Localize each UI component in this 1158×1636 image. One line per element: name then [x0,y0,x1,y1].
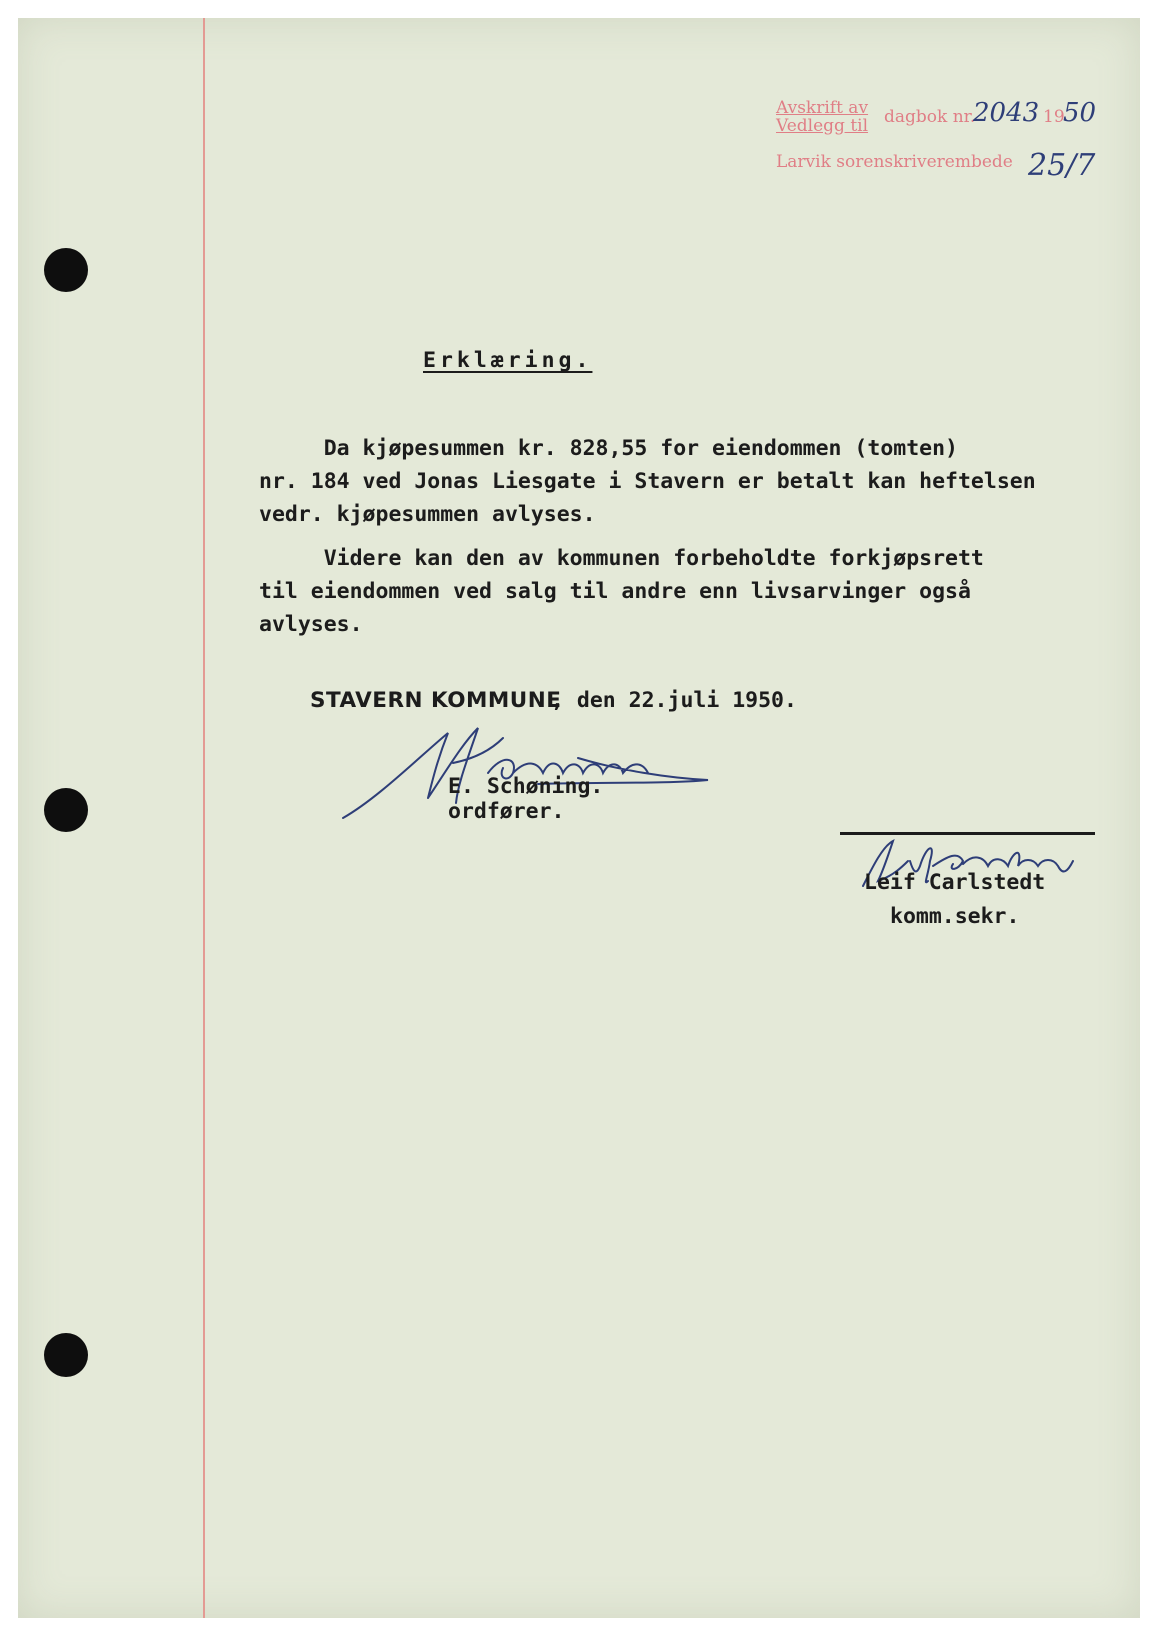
punch-hole-top [44,248,88,292]
place-name: STAVERN KOMMUNE [310,688,562,713]
signatory1-title: ordfører. [448,799,565,824]
paragraph1-line2: nr. 184 ved Jonas Liesgate i Stavern er betalt kan heftelsen [259,469,1036,494]
document-date: , den 22.juli 1950. [551,688,797,713]
stamp-dagbok-number: 2043 [973,98,1040,128]
signatory1-name: E. Schøning. [448,774,604,799]
punch-hole-bottom [44,1333,88,1377]
stamp-line2: Vedlegg til [776,116,869,136]
paragraph2-line2: til eiendommen ved salg til andre enn livsarvinger også [259,579,971,604]
paragraph2-line3: avlyses. [259,612,363,637]
punch-hole-middle [44,788,88,832]
stamp-year-prefix: 19 [1043,107,1065,127]
stamp-line1: Avskrift av [776,98,869,118]
paragraph1-line1: Da kjøpesummen kr. 828,55 for eiendommen (tomten) [259,436,958,461]
stamp-date: 25/7 [1028,148,1096,183]
document-page [18,18,1140,1618]
signature-line [840,832,1095,835]
signatory2-name: Leif Carlstedt [864,870,1046,895]
margin-rule [203,18,205,1618]
stamp-dagbok-label: dagbok nr. [884,107,976,127]
paragraph2-line1: Videre kan den av kommunen forbeholdte forkjøpsrett [259,546,984,571]
paragraph1-line3: vedr. kjøpesummen avlyses. [259,502,596,527]
stamp-office: Larvik sorenskriverembede [776,152,1013,172]
document-title: Erklæring. [423,348,593,373]
stamp-year-suffix: 50 [1063,98,1097,128]
signatory2-title: komm.sekr. [890,904,1020,929]
